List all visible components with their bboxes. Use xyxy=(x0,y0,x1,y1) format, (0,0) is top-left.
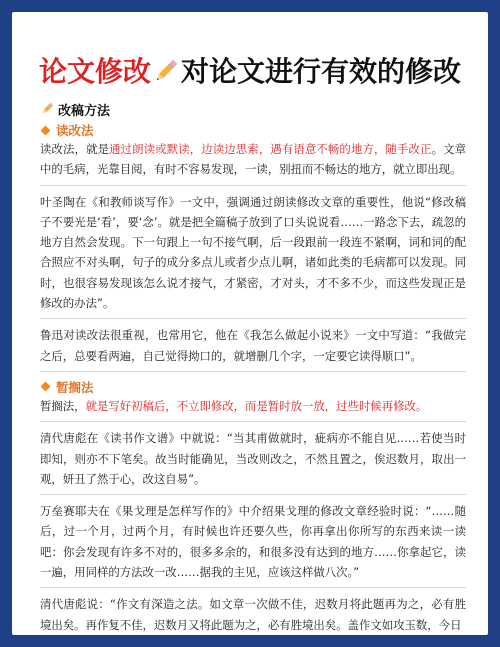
title-red: 论文修改 xyxy=(38,55,151,88)
divider xyxy=(40,371,466,372)
paragraph: 清代唐彪说：“作文有深造之法。如文章一次做不佳，迟数月将此题再为之，必有胜境出矣。再作复不佳，迟数月又将此题为之，必有胜境出矣。盖作文如攻玉数，今日 xyxy=(40,597,466,632)
divider xyxy=(40,318,466,319)
diamond-bullet-icon xyxy=(41,382,51,392)
subheading-label: 暂搁法 xyxy=(56,379,94,395)
document-page xyxy=(12,12,488,635)
pencil-icon xyxy=(40,102,54,116)
divider xyxy=(40,494,466,495)
divider xyxy=(40,185,466,186)
subheading-label: 读改法 xyxy=(56,123,94,138)
paragraph: 鲁迅对读改法很重视，也常用它，他在《我怎么做起小说来》一文中写道：“我做完之后，总要看两遍，自己觉得拗口的，就增删几个字，一定要它读得顺口”。 xyxy=(40,328,466,363)
highlight-text: 就是写好初稿后，不立即修改，而是暂时放一放，过些时候再修改。 xyxy=(85,398,428,413)
diamond-bullet-icon xyxy=(41,125,51,135)
paragraph: 叶圣陶在《和教师谈写作》一文中，强调通过朗读修改文章的重要性，他说“修改稿子不要光是‘看’，要‘念’。就是把全篇稿子放到了口头说说看……一路念下去，疏忽的地方自然会发现。下一句跟上一句不接气啊，后一段跟前一段连不紧啊，词和词的配合照应不对头啊，句子的成分多点儿或者少点儿啊，诸如此类的毛病都可以发现。同时，也很容易发现该怎么说才接气，才紧密，才对头，才不多不少，而这些发现正是修改的办法”。 xyxy=(40,194,466,311)
subheading-shelve-method xyxy=(40,378,466,396)
article-body xyxy=(40,100,466,635)
divider xyxy=(40,587,466,588)
paragraph: 万垒赛耶夫在《果戈理是怎样写作的》中介绍果戈理的修改文章经验时说：“……随后，过一个月，过两个月，有时候也许还要久些，你再拿出你所写的东西来读一读吧：你会发现有许多不对的，很多多余的，和很多没有达到的地方……你拿起它，读一遍，用同样的方法改一改……据我的主见，应该这样做八次。” xyxy=(40,504,466,580)
divider xyxy=(40,421,466,422)
highlight-text: 通过朗读或默读，边读边思索，遇有语意不畅的地方，随手改正 xyxy=(109,142,432,156)
pencil-icon xyxy=(153,57,179,85)
page-title xyxy=(12,50,488,90)
subheading-read-method xyxy=(40,121,466,139)
section-heading xyxy=(40,100,466,118)
title-dark: 对论文进行有效的修改 xyxy=(181,55,462,88)
section-title: 改稿方法 xyxy=(58,103,111,119)
paragraph: 读改法，就是通过朗读或默读，边读边思索，遇有语意不畅的地方，随手改正。文章中的毛病，光靠目阅，有时不容易发现，一读，别扭而不畅达的地方，就立即出现。 xyxy=(40,142,466,177)
paragraph: 暂搁法，就是写好初稿后，不立即修改，而是暂时放一放，过些时候再修改。 xyxy=(40,398,428,413)
paragraph: 清代唐彪在《读书作文谱》中就说：“当其甫做就时，疵病亦不能自见……若使当时即知，则亦不下笔矣。故当时能确见，当改则改之，不然且置之，俟迟数月，取出一观，妍丑了然于心，改这自易”。 xyxy=(40,431,466,486)
